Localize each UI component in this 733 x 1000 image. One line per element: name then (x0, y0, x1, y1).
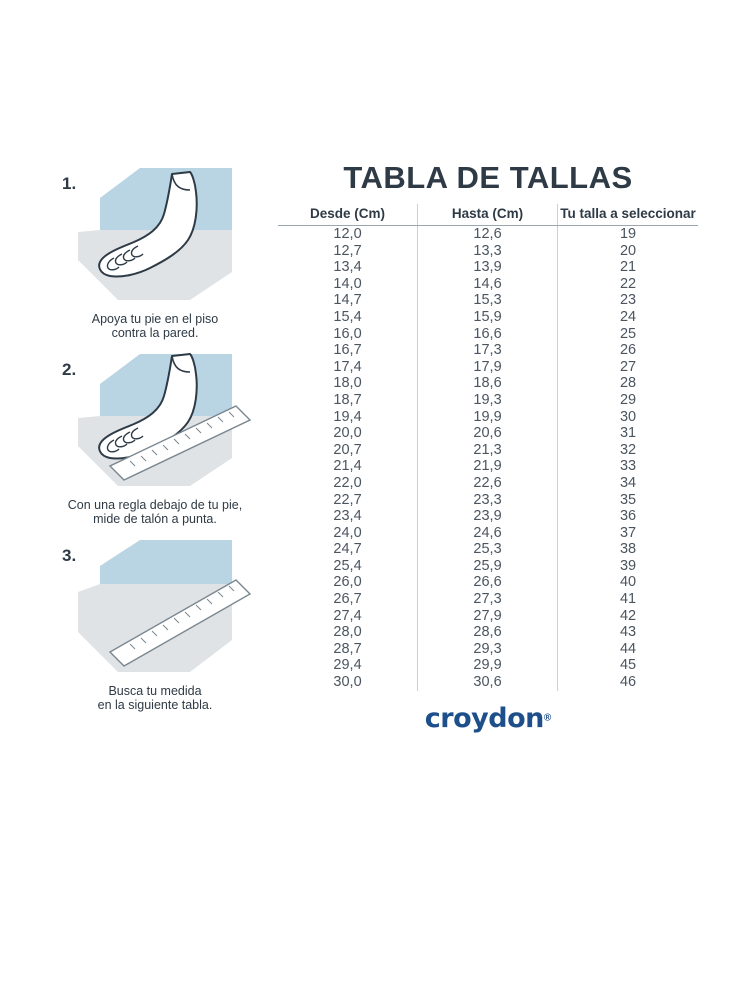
size-table (278, 204, 698, 691)
cell-from: 23,4 (333, 508, 362, 525)
cell-to: 15,3 (418, 292, 558, 309)
cell-size: 25 (619, 325, 637, 342)
step-caption-1-line2: contra la pared. (111, 326, 199, 340)
cell-to: 26,6 (418, 574, 558, 591)
cell-to: 24,6 (418, 525, 558, 542)
cell-from: 20,7 (333, 441, 362, 458)
column-header-size: Tu talla a seleccionar (558, 204, 698, 226)
cell-size: 21 (619, 259, 637, 276)
cell-size: 24 (619, 308, 637, 325)
table-row (278, 458, 698, 475)
cell-to: 28,6 (418, 624, 558, 641)
cell-size: 42 (619, 607, 637, 624)
table-row (278, 624, 698, 641)
cell-size: 32 (619, 441, 637, 458)
table-row (278, 276, 698, 293)
table-row (278, 359, 698, 376)
cell-size: 37 (619, 524, 637, 541)
table-row (278, 442, 698, 459)
cell-to: 25,9 (418, 558, 558, 575)
cell-size: 43 (619, 624, 637, 641)
step-caption-1 (40, 312, 270, 340)
cell-size: 20 (619, 242, 637, 259)
cell-size: 23 (619, 292, 637, 309)
cell-from: 22,7 (333, 491, 362, 508)
cell-size: 44 (619, 640, 637, 657)
cell-from: 29,4 (333, 657, 362, 674)
table-row (278, 226, 698, 243)
cell-from: 18,0 (333, 375, 362, 392)
table-row (278, 342, 698, 359)
table-row (278, 558, 698, 575)
cell-to: 29,9 (418, 657, 558, 674)
cell-from: 26,7 (333, 591, 362, 608)
size-table-body (278, 226, 698, 691)
cell-to: 30,6 (418, 674, 558, 691)
cell-to: 17,3 (418, 342, 558, 359)
table-row (278, 574, 698, 591)
cell-size: 19 (619, 226, 637, 242)
table-row (278, 292, 698, 309)
cell-size: 26 (619, 342, 637, 359)
step-number-1: 1. (62, 174, 77, 193)
step-caption-3-line2: en la siguiente tabla. (97, 698, 213, 712)
cell-from: 26,0 (333, 574, 362, 591)
cell-to: 21,9 (418, 458, 558, 475)
brand-name: croydon (424, 702, 544, 734)
cell-from: 19,4 (333, 408, 362, 425)
column-header-from: Desde (Cm) (278, 204, 418, 226)
cell-to: 17,9 (418, 359, 558, 376)
cell-size: 45 (619, 657, 637, 674)
cell-from: 24,0 (333, 524, 362, 541)
table-row (278, 674, 698, 691)
brand-registered-mark: ® (543, 712, 552, 724)
table-row (278, 326, 698, 343)
cell-from: 24,7 (333, 541, 362, 558)
cell-from: 12,7 (333, 242, 362, 259)
cell-to: 25,3 (418, 541, 558, 558)
cell-size: 30 (619, 408, 637, 425)
cell-to: 12,6 (418, 226, 558, 243)
cell-from: 13,4 (333, 259, 362, 276)
instruction-step-3 (40, 532, 270, 712)
cell-size: 38 (619, 541, 637, 558)
instructions-column (40, 160, 270, 718)
size-table-header-row (278, 204, 698, 226)
brand-logo (278, 703, 698, 734)
cell-from: 12,0 (333, 226, 362, 242)
table-row (278, 492, 698, 509)
cell-size: 40 (619, 574, 637, 591)
step-number-2: 2. (62, 360, 77, 379)
cell-size: 41 (619, 591, 637, 608)
cell-size: 28 (619, 375, 637, 392)
cell-to: 27,3 (418, 591, 558, 608)
cell-to: 15,9 (418, 309, 558, 326)
column-header-to: Hasta (Cm) (418, 204, 558, 226)
cell-to: 23,3 (418, 492, 558, 509)
instruction-step-1 (40, 160, 270, 340)
size-table-head (278, 204, 698, 226)
step-caption-1-line1: Apoya tu pie en el piso (91, 312, 219, 326)
cell-from: 16,0 (333, 325, 362, 342)
cell-to: 19,9 (418, 409, 558, 426)
table-row (278, 591, 698, 608)
cell-to: 18,6 (418, 375, 558, 392)
step-caption-3-line1: Busca tu medida (108, 684, 202, 698)
cell-to: 21,3 (418, 442, 558, 459)
cell-to: 19,3 (418, 392, 558, 409)
cell-size: 31 (619, 425, 637, 442)
cell-from: 20,0 (333, 425, 362, 442)
cell-size: 27 (619, 358, 637, 375)
cell-to: 20,6 (418, 425, 558, 442)
cell-size: 34 (619, 474, 637, 491)
step-caption-2-line2: mide de talón a punta. (93, 512, 217, 526)
table-row (278, 243, 698, 260)
step-caption-3 (40, 684, 270, 712)
size-table-column (278, 160, 698, 734)
cell-from: 18,7 (333, 391, 362, 408)
cell-size: 39 (619, 557, 637, 574)
cell-size: 33 (619, 458, 637, 475)
cell-size: 22 (619, 275, 637, 292)
table-row (278, 392, 698, 409)
cell-from: 22,0 (333, 474, 362, 491)
table-row (278, 608, 698, 625)
table-row (278, 309, 698, 326)
cell-to: 23,9 (418, 508, 558, 525)
table-row (278, 425, 698, 442)
instruction-step-2 (40, 346, 270, 526)
cell-from: 25,4 (333, 557, 362, 574)
cell-from: 14,0 (333, 275, 362, 292)
cell-to: 27,9 (418, 608, 558, 625)
step-number-3: 3. (62, 546, 77, 565)
cell-size: 46 (619, 674, 637, 691)
cell-from: 27,4 (333, 607, 362, 624)
cell-from: 15,4 (333, 308, 362, 325)
cell-to: 29,3 (418, 641, 558, 658)
table-row (278, 475, 698, 492)
step-caption-2 (40, 498, 270, 526)
cell-from: 21,4 (333, 458, 362, 475)
cell-from: 28,7 (333, 640, 362, 657)
cell-to: 13,3 (418, 243, 558, 260)
cell-size: 35 (619, 491, 637, 508)
cell-from: 17,4 (333, 358, 362, 375)
cell-from: 16,7 (333, 342, 362, 359)
table-row (278, 641, 698, 658)
step-caption-2-line1: Con una regla debajo de tu pie, (67, 498, 243, 512)
cell-to: 14,6 (418, 276, 558, 293)
table-row (278, 375, 698, 392)
cell-from: 30,0 (333, 674, 362, 691)
cell-size: 36 (619, 508, 637, 525)
cell-from: 28,0 (333, 624, 362, 641)
cell-to: 13,9 (418, 259, 558, 276)
table-row (278, 259, 698, 276)
cell-size: 29 (619, 391, 637, 408)
table-row (278, 541, 698, 558)
table-row (278, 409, 698, 426)
cell-from: 14,7 (333, 292, 362, 309)
table-row (278, 508, 698, 525)
cell-to: 16,6 (418, 326, 558, 343)
cell-to: 22,6 (418, 475, 558, 492)
page-title: TABLA DE TALLAS (343, 160, 633, 195)
table-row (278, 525, 698, 542)
table-row (278, 657, 698, 674)
